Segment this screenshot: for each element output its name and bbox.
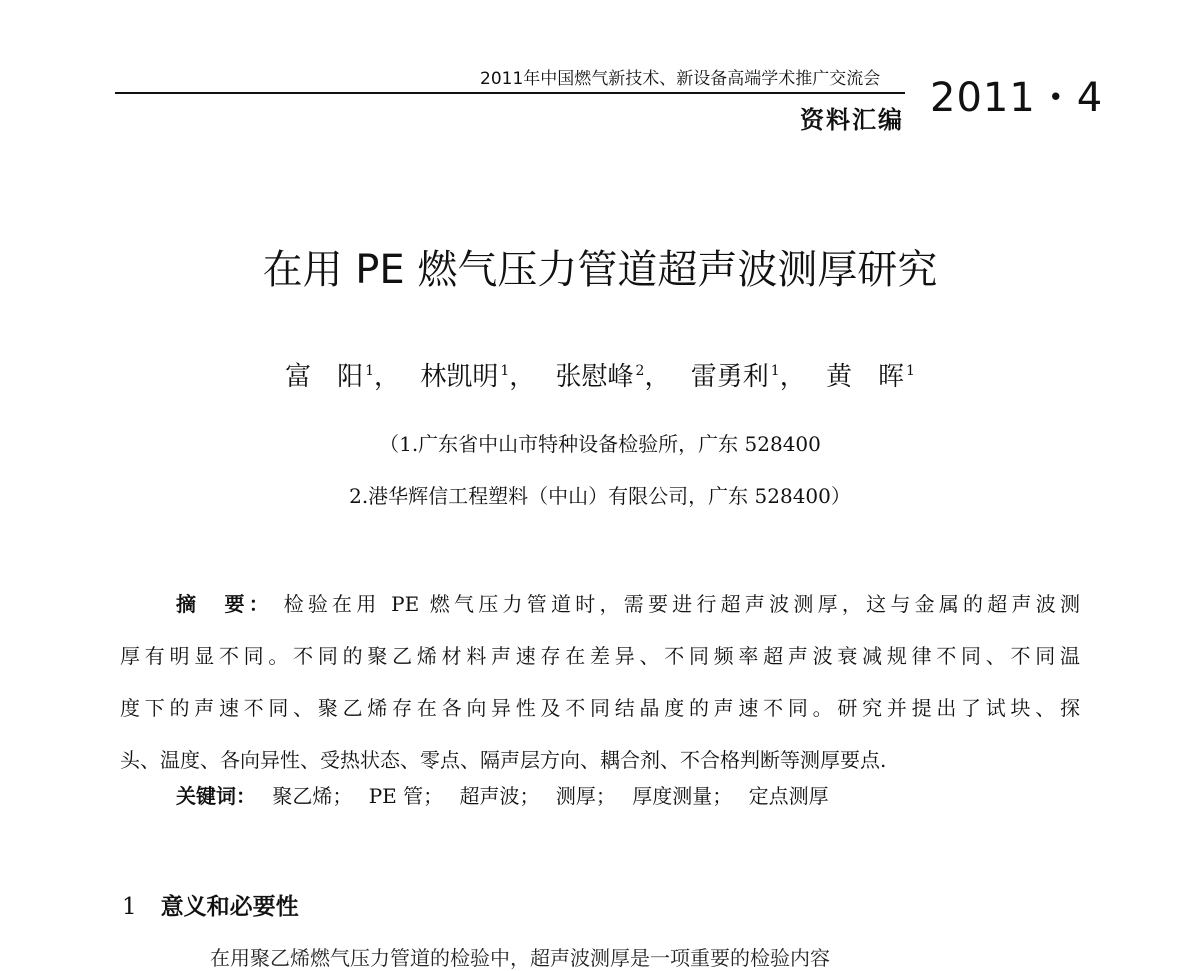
body-text-cutoff: 在用聚乙烯燃气压力管道的检验中，超声波测厚是一项重要的检验内容 [170,946,830,970]
author-affiliation-mark: 2 [635,363,645,380]
keywords [176,780,829,809]
author-separator: ， [779,362,806,392]
author-separator: ， [374,362,401,392]
author-separator: ， [509,362,536,392]
author [691,356,806,393]
section-heading [122,888,299,921]
abstract-line: 头、温度、各向异性、受热状态、零点、隔声层方向、耦合剂、不合格判断等测厚要点. [120,748,887,772]
affiliation-2: 2.港华辉信工程塑料（中山）有限公司，广东 528400） [349,484,851,508]
paper-title: 在用 PE 燃气压力管道超声波测厚研究 [262,247,938,293]
author [826,356,915,393]
author-name: 林凯明 [420,362,499,392]
author-name: 黄 晖 [825,362,904,392]
author-list [0,356,1200,393]
section-number: 1 [122,894,137,920]
author-affiliation-mark: 1 [500,363,510,380]
author-name: 富 阳 [285,362,364,392]
author-affiliation-mark: 1 [905,363,915,380]
proceedings-label: 资料汇编 [800,105,904,134]
conference-name: 2011年中国燃气新技术、新设备高端学术推广交流会 [480,69,881,89]
keyword: 厚度测量； [632,784,733,808]
header-rule [115,92,905,94]
author [285,356,400,393]
affiliation-1: （1.广东省中山市特种设备检验所，广东 528400 [379,432,821,456]
keyword: 定点测厚 [748,784,829,808]
abstract-line: 度下的声速不同、聚乙烯存在各向异性及不同结晶度的声速不同。研究并提出了试块、探 [120,696,1080,720]
author-affiliation-mark: 1 [365,363,375,380]
keywords-label: 关键词： [176,784,256,808]
author [556,356,671,393]
keyword: PE 管； [368,784,444,808]
section-title: 意义和必要性 [160,893,299,920]
keyword: 聚乙烯； [272,784,353,808]
issue-number: 2011・4 [930,75,1104,121]
keyword: 超声波； [459,784,540,808]
author [420,356,535,393]
abstract-line [120,578,1080,630]
author-name: 雷勇利 [690,362,769,392]
author-separator: ， [644,362,671,392]
abstract-line: 厚有明显不同。不同的聚乙烯材料声速存在差异、不同频率超声波衰减规律不同、不同温 [120,644,1080,668]
abstract-text: 检验在用 PE 燃气压力管道时，需要进行超声波测厚，这与金属的超声波测 [283,592,1081,616]
keyword: 测厚； [555,784,616,808]
author-affiliation-mark: 1 [770,363,780,380]
abstract-label: 摘 要： [176,592,273,616]
abstract [120,578,1080,786]
author-name: 张慰峰 [555,362,634,392]
